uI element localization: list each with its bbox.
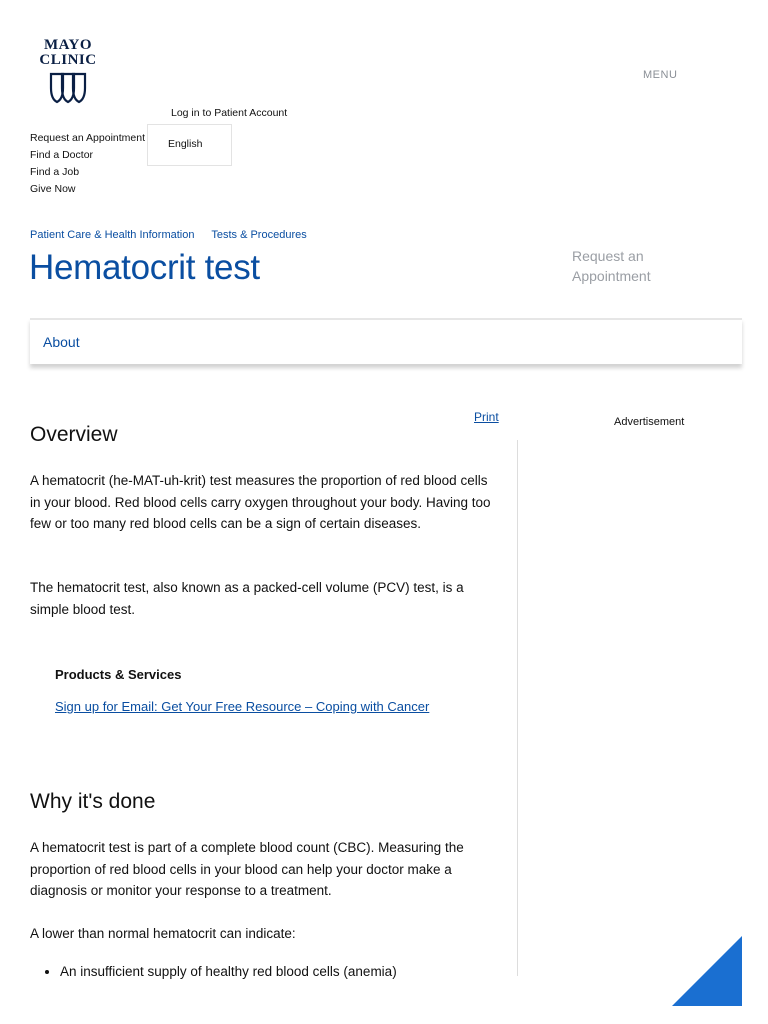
page-title: Hematocrit test [29, 248, 260, 287]
breadcrumb [30, 229, 321, 241]
why-done-paragraph-2: A lower than normal hematocrit can indicate: [30, 926, 296, 941]
why-done-paragraph-1: A hematocrit test is part of a complete blood count (CBC). Measuring the proportion of red blood cells in your blood can help your doctor make a diagnosis or monitor your response to a treatment. [30, 840, 464, 898]
mayo-clinic-logo[interactable] [36, 38, 100, 104]
shield-icon [49, 72, 87, 104]
logo-line2: CLINIC [39, 52, 97, 68]
find-doctor-link[interactable]: Find a Doctor [30, 149, 94, 161]
find-job-link[interactable]: Find a Job [30, 166, 80, 178]
overview-heading: Overview [30, 423, 118, 446]
utility-links [30, 130, 145, 198]
overview-paragraph-1: A hematocrit (he-MAT-uh-krit) test measures the proportion of red blood cells in your blood. Red blood cells carry oxygen throughout your body. Having too few or too many red blood cells can be a sign of certain diseases. [30, 473, 491, 531]
why-done-list [30, 964, 397, 979]
why-done-heading: Why it's done [30, 790, 156, 813]
overview-paragraph-2: The hematocrit test, also known as a packed-cell volume (PCV) test, is a simple blood test. [30, 580, 464, 617]
breadcrumb-tests-procedures[interactable]: Tests & Procedures [211, 229, 307, 241]
breadcrumb-patient-care[interactable]: Patient Care & Health Information [30, 229, 195, 241]
products-services-title: Products & Services [55, 667, 182, 682]
give-now-link[interactable]: Give Now [30, 183, 76, 195]
section-nav-bar [30, 318, 742, 364]
column-divider [517, 440, 518, 976]
feedback-label[interactable]: Feedback [690, 937, 733, 981]
print-link[interactable]: Print [474, 410, 499, 424]
language-label[interactable]: English [168, 138, 203, 150]
menu-button[interactable]: MENU [643, 69, 678, 81]
logo-line1: MAYO [43, 37, 93, 53]
tab-about[interactable]: About [43, 334, 80, 350]
list-item: • An insufficient supply of healthy red blood cells (anemia) [60, 964, 397, 979]
email-signup-link[interactable]: Sign up for Email: Get Your Free Resource – Coping with Cancer [55, 699, 430, 714]
request-appointment-button[interactable]: Request an Appointment [572, 248, 651, 284]
request-appointment-link[interactable]: Request an Appointment [30, 132, 145, 144]
patient-account-login-link[interactable]: Log in to Patient Account [171, 107, 288, 119]
advertisement-label: Advertisement [614, 416, 685, 428]
